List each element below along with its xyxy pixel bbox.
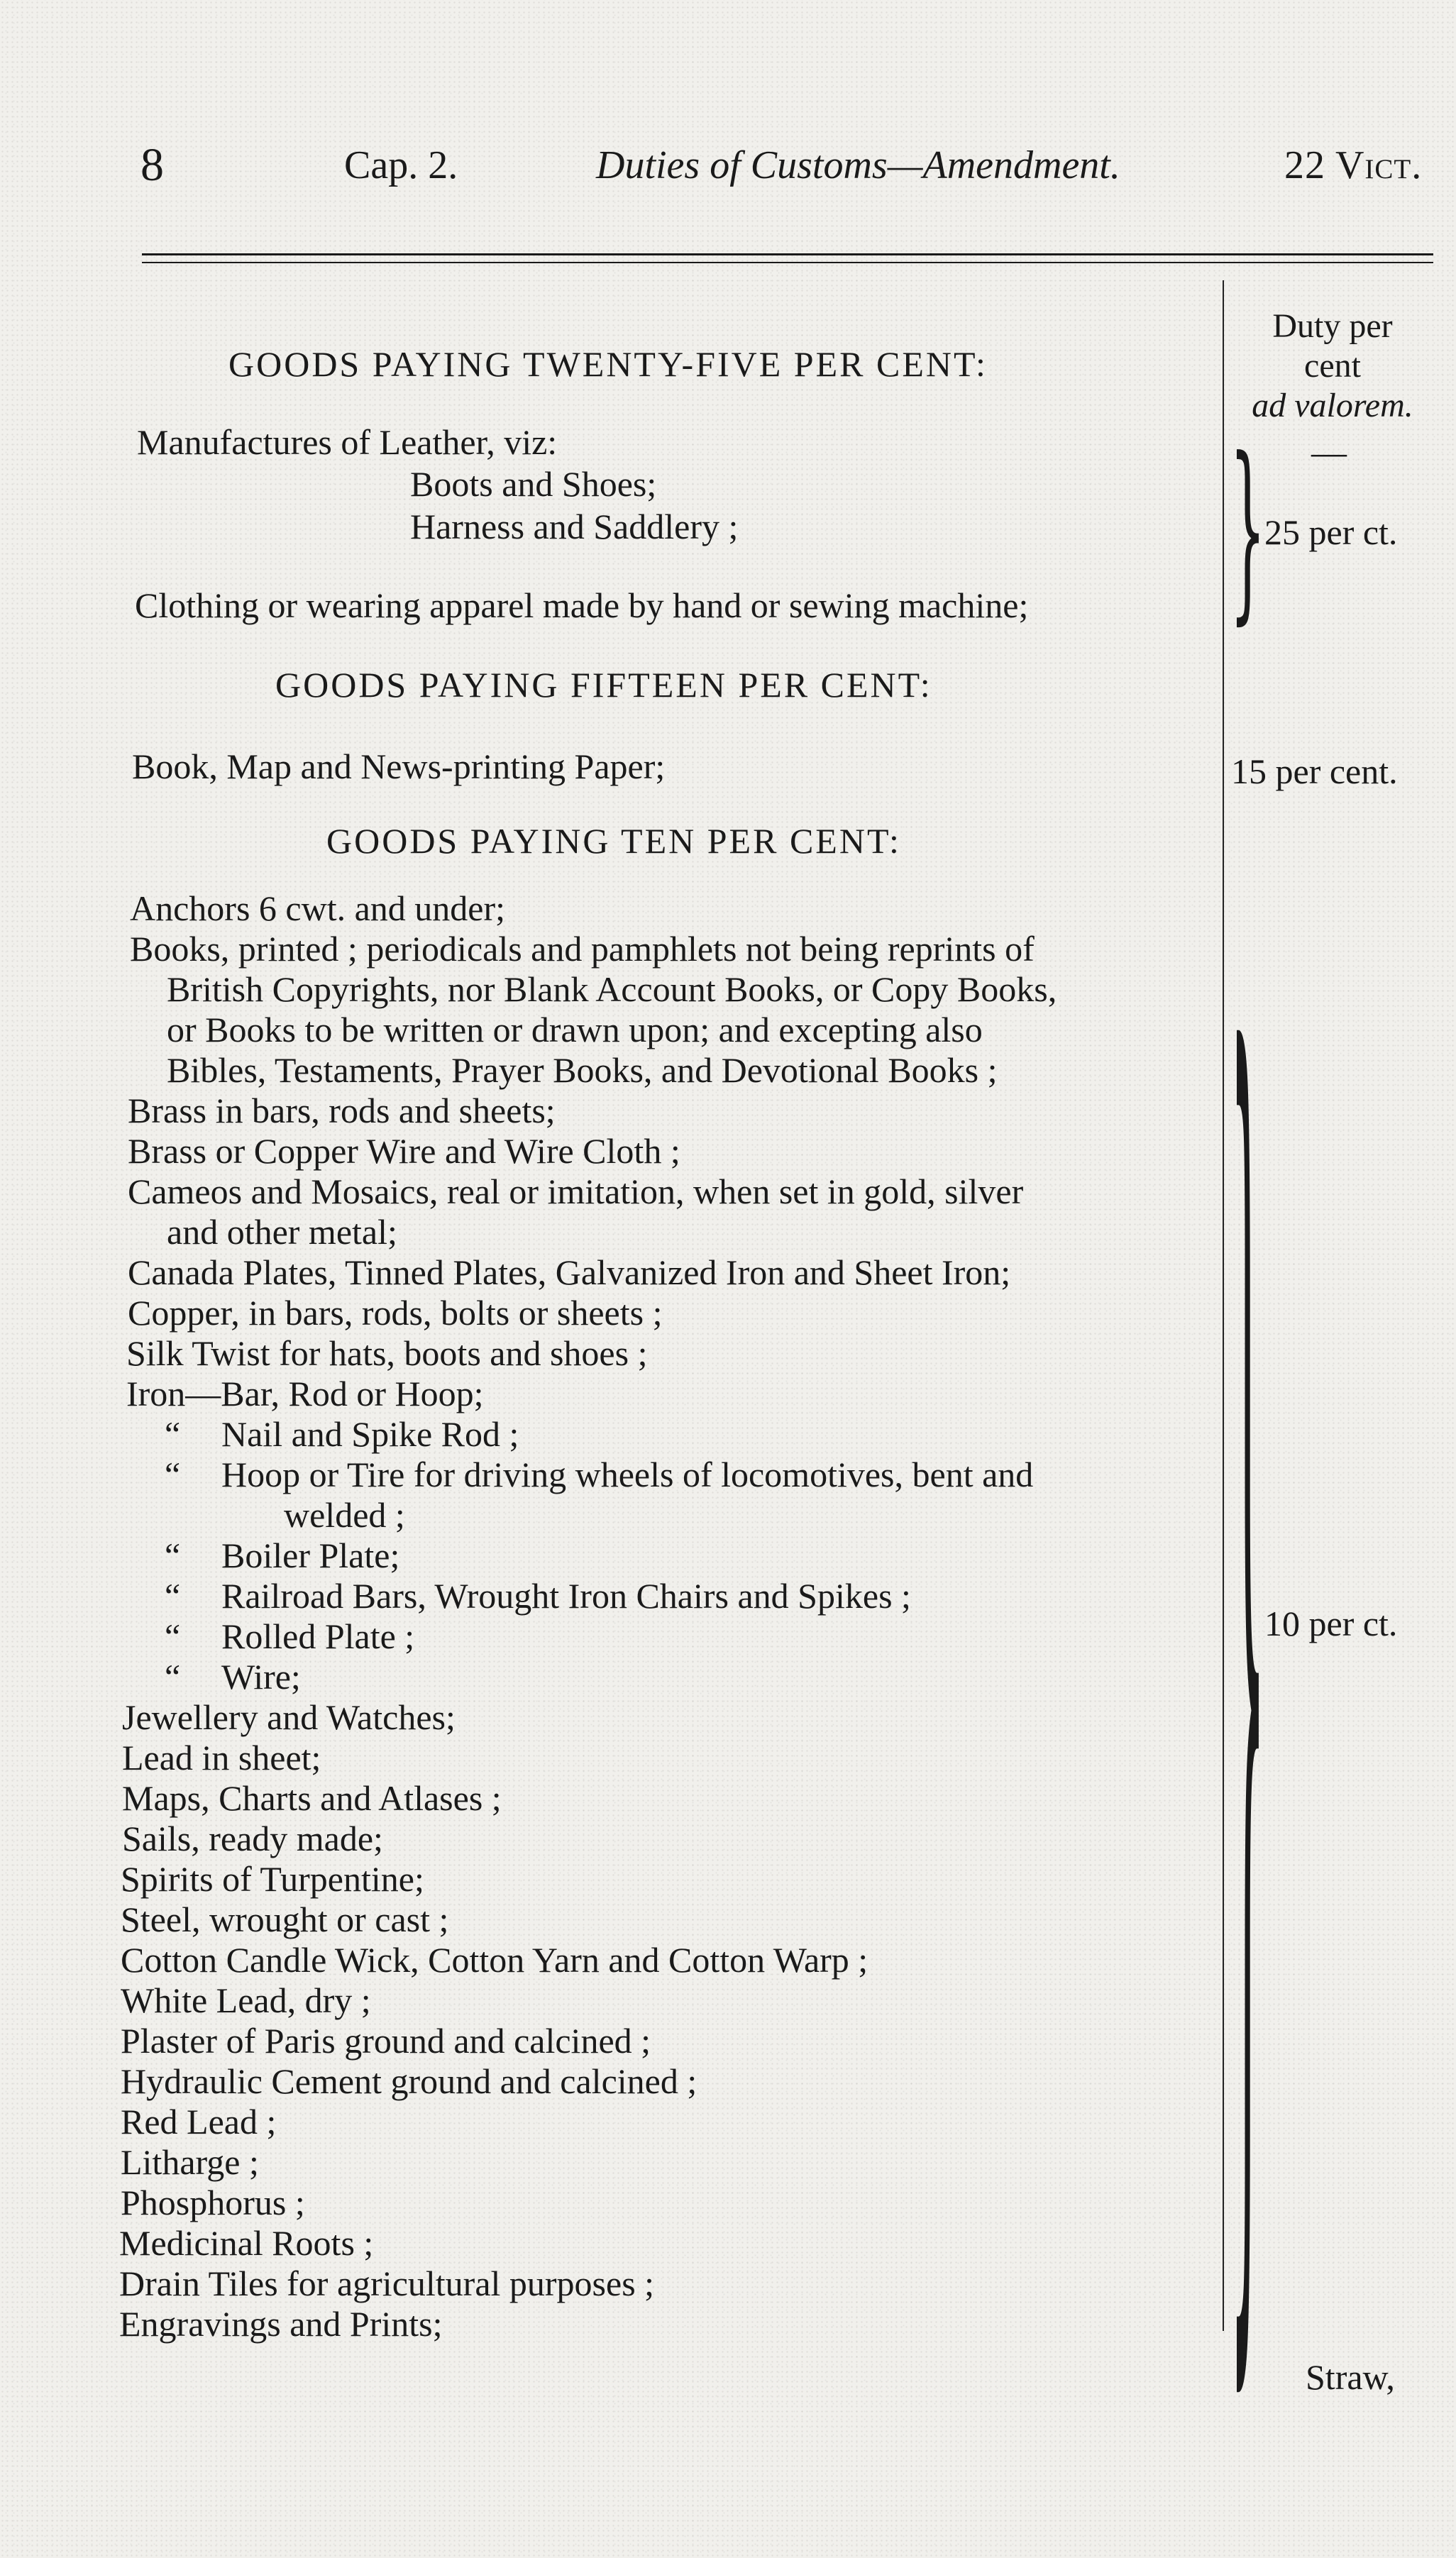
ditto-mark: “ <box>165 1616 181 1656</box>
header-rule-thick <box>142 253 1433 255</box>
list-item: Rolled Plate ; <box>221 1616 415 1656</box>
list-item: Silk Twist for hats, boots and shoes ; <box>126 1333 648 1373</box>
header-rule-thin <box>142 262 1433 263</box>
list-item: Steel, wrought or cast ; <box>121 1900 449 1939</box>
ditto-mark: “ <box>165 1536 181 1575</box>
list-item: Manufactures of Leather, viz: <box>137 422 558 462</box>
list-item: Brass or Copper Wire and Wire Cloth ; <box>128 1131 680 1171</box>
column-divider <box>1223 280 1224 2331</box>
list-item: Clothing or wearing apparel made by hand or sewing machine; <box>135 585 1029 625</box>
section-heading-10: GOODS PAYING TEN PER CENT: <box>326 821 901 861</box>
duty-dash: — <box>1311 432 1347 472</box>
list-item: Lead in sheet; <box>122 1738 321 1777</box>
list-item: Sails, ready made; <box>122 1819 383 1858</box>
list-item: White Lead, dry ; <box>121 1980 371 2020</box>
list-item: and other metal; <box>167 1212 397 1252</box>
list-item: Bibles, Testaments, Prayer Books, and Devotional Books ; <box>167 1050 998 1090</box>
duty-rate-10: 10 per ct. <box>1264 1604 1398 1643</box>
list-item: Anchors 6 cwt. and under; <box>130 888 506 928</box>
brace-25: } <box>1230 417 1266 642</box>
list-item: welded ; <box>284 1495 405 1535</box>
list-item: Hoop or Tire for driving wheels of locomotives, bent and <box>221 1455 1034 1494</box>
list-item: Wire; <box>221 1657 301 1697</box>
list-item: Cameos and Mosaics, real or imitation, when set in gold, silver <box>128 1172 1024 1211</box>
list-item: or Books to be written or drawn upon; and excepting also <box>167 1010 983 1049</box>
brace-10: } <box>1230 786 1266 2502</box>
duty-header-line2: cent <box>1304 347 1361 385</box>
ditto-mark: “ <box>165 1657 181 1697</box>
list-item: Boots and Shoes; <box>410 464 657 504</box>
list-item: Cotton Candle Wick, Cotton Yarn and Cotton Warp ; <box>121 1940 868 1980</box>
catchword: Straw, <box>1306 2357 1395 2397</box>
list-item: Jewellery and Watches; <box>122 1697 456 1737</box>
list-item: Red Lead ; <box>121 2102 277 2141</box>
list-item: Hydraulic Cement ground and calcined ; <box>121 2061 697 2101</box>
ditto-mark: “ <box>165 1576 181 1616</box>
list-item: Spirits of Turpentine; <box>121 1859 424 1899</box>
list-item: British Copyrights, nor Blank Account Books, or Copy Books, <box>167 969 1057 1009</box>
list-item: Plaster of Paris ground and calcined ; <box>121 2021 651 2061</box>
section-heading-15: GOODS PAYING FIFTEEN PER CENT: <box>275 665 932 705</box>
list-item: Books, printed ; periodicals and pamphlets not being reprints of <box>130 929 1035 969</box>
ditto-mark: “ <box>165 1455 181 1494</box>
duty-rate-25: 25 per ct. <box>1264 512 1398 552</box>
list-item: Drain Tiles for agricultural purposes ; <box>119 2264 655 2303</box>
list-item: Railroad Bars, Wrought Iron Chairs and Spikes ; <box>221 1576 911 1616</box>
duty-column-header <box>1226 307 1439 426</box>
page-number: 8 <box>140 139 164 191</box>
list-item: Harness and Saddlery ; <box>410 507 739 546</box>
list-item: Maps, Charts and Atlases ; <box>122 1778 502 1818</box>
duty-rate-15: 15 per cent. <box>1231 751 1398 791</box>
duty-header-line1: Duty per <box>1272 307 1393 345</box>
list-item: Iron—Bar, Rod or Hoop; <box>126 1374 484 1413</box>
duty-header-line3: ad valorem. <box>1252 387 1413 424</box>
list-item: Medicinal Roots ; <box>119 2223 374 2263</box>
ditto-mark: “ <box>165 1414 181 1454</box>
section-heading-25: GOODS PAYING TWENTY-FIVE PER CENT: <box>228 344 988 384</box>
list-item: Engravings and Prints; <box>119 2304 443 2344</box>
running-title: Duties of Customs—Amendment. <box>596 143 1120 187</box>
list-item: Copper, in bars, rods, bolts or sheets ; <box>128 1293 663 1333</box>
list-item: Boiler Plate; <box>221 1536 400 1575</box>
list-item: Nail and Spike Rod ; <box>221 1414 519 1454</box>
list-item: Brass in bars, rods and sheets; <box>128 1091 556 1130</box>
list-item: Canada Plates, Tinned Plates, Galvanized Iron and Sheet Iron; <box>128 1252 1011 1292</box>
regnal-year: 22 Vict. <box>1284 143 1423 187</box>
list-item: Book, Map and News-printing Paper; <box>132 746 666 786</box>
list-item: Phosphorus ; <box>121 2183 305 2222</box>
list-item: Litharge ; <box>121 2142 259 2182</box>
chapter-reference: Cap. 2. <box>344 143 458 187</box>
